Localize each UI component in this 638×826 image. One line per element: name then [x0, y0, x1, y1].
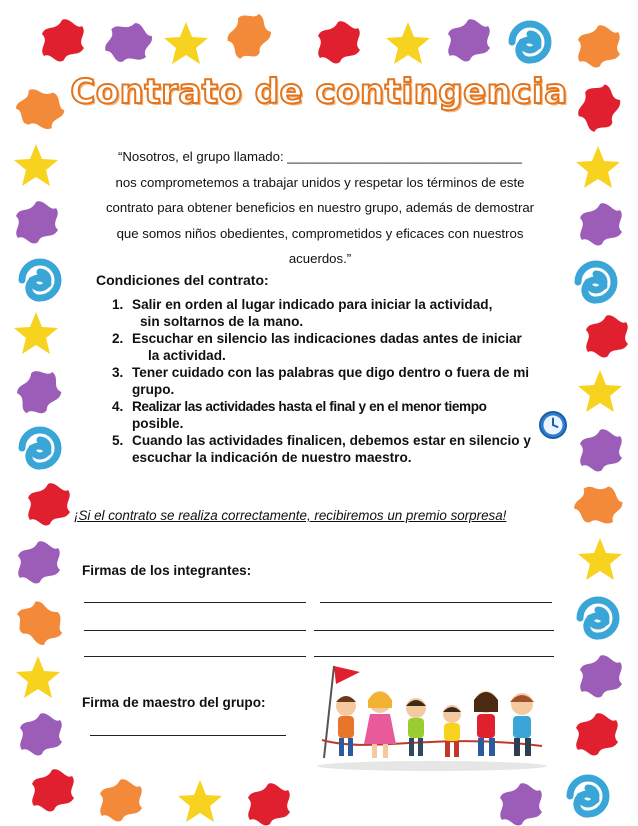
- condition-text: Tener cuidado con las palabras que digo dentro o fuera de mi: [132, 365, 530, 380]
- intro-line: contrato para obtener beneficios en nuestro grupo, además de demostrar: [105, 200, 535, 216]
- condition-text-continued: la actividad.: [148, 348, 226, 363]
- intro-line: “Nosotros, el grupo llamado: ________________________________: [117, 149, 522, 164]
- condition-item: [112, 296, 592, 330]
- intro-line: acuerdos.”: [288, 251, 352, 267]
- intro-line: que somos niños obedientes, comprometidos y eficaces con nuestros: [116, 225, 524, 241]
- condition-text: Realizar las actividades hasta el final y en el menor tiempo: [132, 399, 487, 414]
- contract-intro: [70, 144, 570, 272]
- conditions-list: [112, 296, 592, 466]
- conditions-heading: Condiciones del contrato:: [96, 272, 269, 288]
- children-marching-illustration: [312, 662, 552, 780]
- condition-item: [112, 364, 592, 398]
- condition-text-continued: sin soltarnos de la mano.: [140, 314, 304, 329]
- signature-line[interactable]: [314, 630, 554, 631]
- signature-line[interactable]: [320, 602, 552, 603]
- clock-icon: [538, 410, 568, 440]
- condition-number: 4.: [112, 399, 124, 414]
- condition-item: [112, 432, 592, 466]
- condition-item: [112, 398, 592, 432]
- teacher-signature-line[interactable]: [90, 735, 286, 736]
- condition-number: 3.: [112, 365, 124, 380]
- condition-text-continued: posible.: [132, 416, 184, 431]
- intro-line: nos comprometemos a trabajar unidos y respetar los términos de este: [115, 174, 525, 190]
- reward-statement: ¡Si el contrato se realiza correctamente, recibiremos un premio sorpresa!: [74, 508, 507, 523]
- signature-line[interactable]: [84, 630, 306, 631]
- signature-line[interactable]: [84, 602, 306, 603]
- condition-item: [112, 330, 592, 364]
- condition-text: Cuando las actividades finalicen, debemos estar en silencio y: [132, 433, 531, 448]
- condition-text: Salir en orden al lugar indicado para iniciar la actividad,: [132, 297, 493, 312]
- condition-text-continued: grupo.: [132, 382, 175, 397]
- teacher-signature-heading: Firma de maestro del grupo:: [82, 695, 266, 710]
- condition-number: 1.: [112, 297, 124, 312]
- condition-text-continued: escuchar la indicación de nuestro maestro.: [132, 450, 412, 465]
- signature-line[interactable]: [84, 656, 306, 657]
- members-signatures-heading: Firmas de los integrantes:: [82, 563, 252, 578]
- signature-line[interactable]: [314, 656, 554, 657]
- condition-number: 2.: [112, 331, 124, 346]
- document-title: Contrato de contingencia: [70, 72, 568, 112]
- condition-number: 5.: [112, 433, 124, 448]
- condition-text: Escuchar en silencio las indicaciones dadas antes de iniciar: [132, 331, 522, 346]
